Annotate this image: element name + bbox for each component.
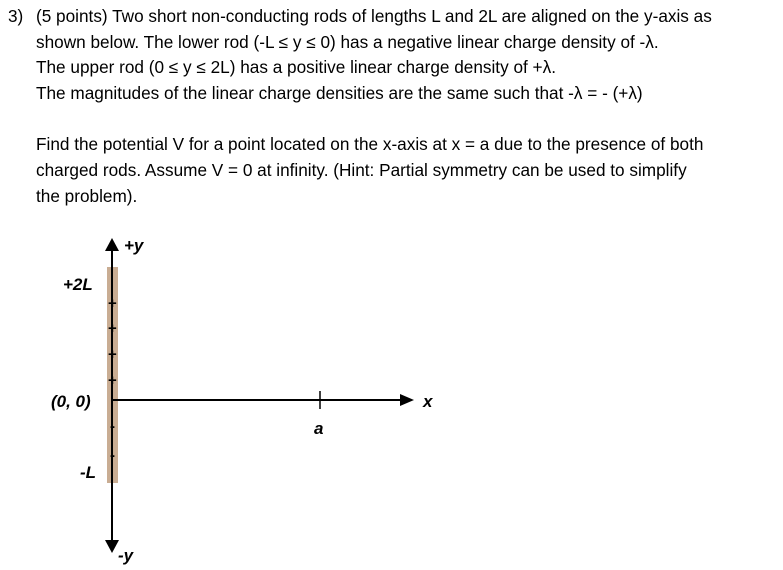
minus-L-label: -L	[80, 463, 97, 482]
plus-sign: +	[108, 372, 117, 389]
minus-y-label: -y	[118, 546, 134, 565]
rod-diagram	[0, 220, 783, 570]
problem-line-2: shown below. The lower rod (-L ≤ y ≤ 0) has a negative linear charge density of -λ.	[36, 31, 659, 52]
plus-2L-label: +2L	[63, 275, 93, 294]
problem-line-4: The magnitudes of the linear charge densities are the same such that -λ = - (+λ)	[36, 82, 643, 103]
plus-sign: +	[108, 295, 117, 312]
question-line-2: charged rods. Assume V = 0 at infinity. (Hint: Partial symmetry can be used to simplify	[36, 159, 687, 180]
a-label: a	[314, 419, 324, 438]
question-line-1: Find the potential V for a point located on the x-axis at x = a due to the presence of both	[36, 134, 704, 155]
problem-number: 3)	[8, 6, 24, 26]
plus-sign: +	[108, 320, 117, 337]
plus-sign: +	[108, 346, 117, 363]
origin-label: (0, 0)	[51, 392, 91, 411]
plus-y-label: +y	[124, 236, 144, 255]
y-axis-up-arrow-icon	[105, 238, 119, 251]
x-label: x	[423, 392, 433, 411]
x-axis-arrow-icon	[400, 394, 414, 406]
minus-sign: -	[110, 418, 115, 435]
problem-line-1: (5 points) Two short non-conducting rods of lengths L and 2L are aligned on the y-axis as	[36, 6, 712, 26]
problem-line-3: The upper rod (0 ≤ y ≤ 2L) has a positive linear charge density of +λ.	[36, 57, 556, 78]
y-axis-down-arrow-icon	[105, 540, 119, 553]
problem-statement	[8, 4, 778, 209]
question-line-3: the problem).	[36, 185, 138, 206]
minus-sign: -	[110, 447, 115, 464]
